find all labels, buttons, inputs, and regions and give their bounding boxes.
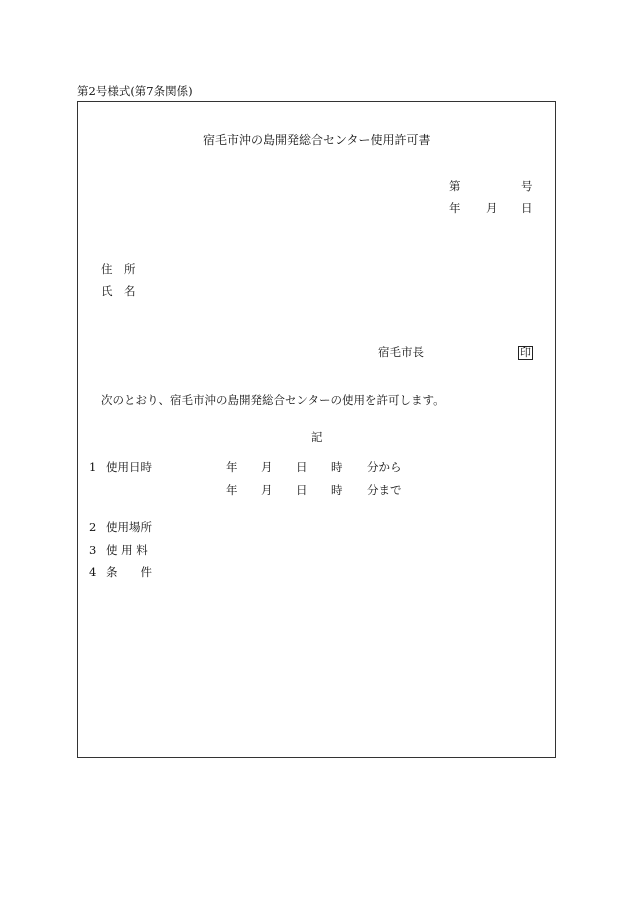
- name-label: 氏 名: [101, 284, 136, 298]
- seal-label: 印: [520, 346, 531, 359]
- item1-number: 1: [89, 460, 97, 474]
- to-day: 日: [296, 483, 308, 497]
- item4-number: 4: [89, 565, 97, 579]
- seal-mark: [518, 346, 533, 360]
- to-minute: 分まで: [367, 483, 402, 497]
- ki-label: 記: [311, 430, 323, 444]
- issuer-label: 宿毛市長: [378, 345, 424, 359]
- item2-label: 使用場所: [106, 520, 152, 534]
- from-minute: 分から: [367, 460, 402, 474]
- address-label: 住 所: [101, 262, 136, 276]
- date-year: 年: [449, 201, 461, 215]
- item1-label: 使用日時: [106, 460, 152, 474]
- number-dai: 第: [449, 179, 461, 193]
- number-go: 号: [521, 179, 533, 193]
- form-label: 第2号様式(第7条関係): [77, 84, 193, 98]
- body-text: 次のとおり、宿毛市沖の島開発総合センターの使用を許可します。: [101, 393, 445, 407]
- item3-number: 3: [89, 543, 97, 557]
- item4-label: 条 件: [106, 565, 152, 579]
- from-hour: 時: [331, 460, 343, 474]
- to-hour: 時: [331, 483, 343, 497]
- item2-number: 2: [89, 520, 97, 534]
- to-year: 年: [226, 483, 238, 497]
- from-day: 日: [296, 460, 308, 474]
- to-month: 月: [261, 483, 273, 497]
- from-month: 月: [261, 460, 273, 474]
- item3-label: 使 用 料: [106, 543, 148, 557]
- date-day: 日: [521, 201, 533, 215]
- from-year: 年: [226, 460, 238, 474]
- document-title: 宿毛市沖の島開発総合センター使用許可書: [203, 133, 431, 147]
- date-month: 月: [486, 201, 498, 215]
